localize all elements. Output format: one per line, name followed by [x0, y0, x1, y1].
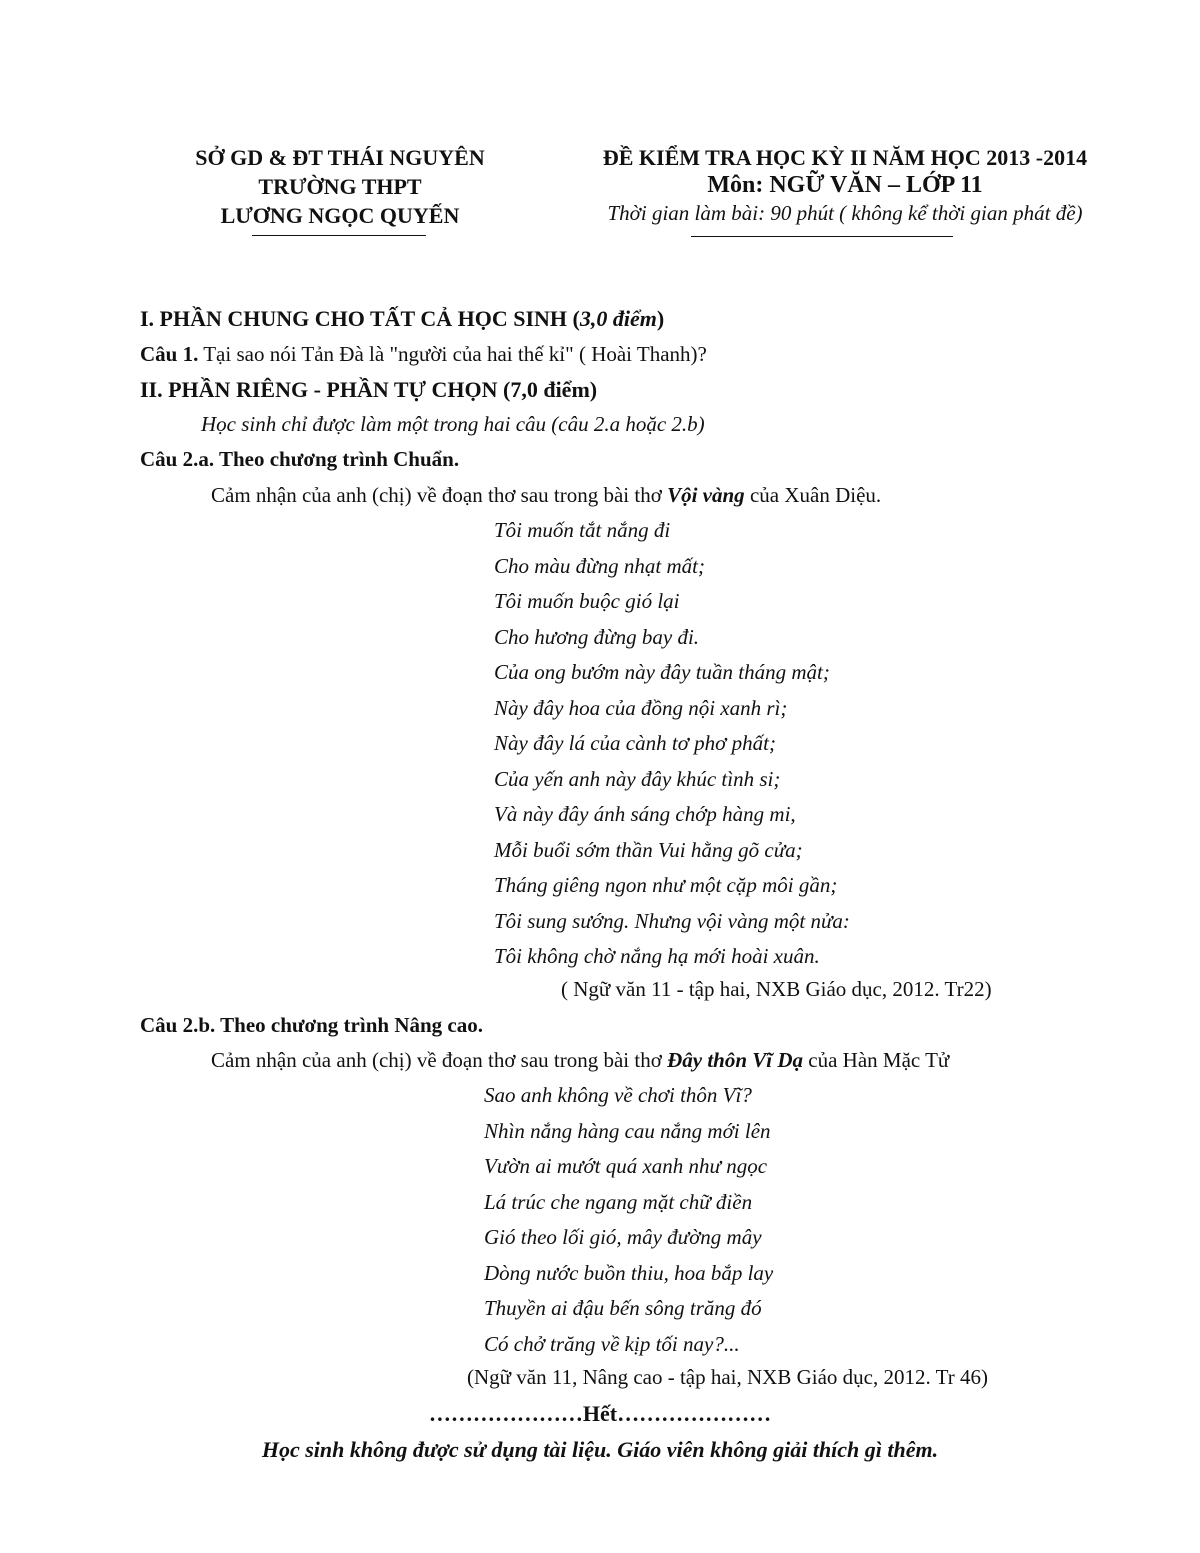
- department-name: SỞ GD & ĐT THÁI NGUYÊN: [195, 145, 485, 170]
- question-1-text: Tại sao nói Tản Đà là "người của hai thế kỉ" ( Hoài Thanh)?: [198, 342, 707, 366]
- poem-line: Của yến anh này đây khúc tình si;: [494, 766, 781, 791]
- question-2a-label: Câu 2.a. Theo chương trình Chuẩn.: [140, 447, 460, 471]
- poem-voi-vang: [494, 517, 850, 979]
- question-1-label: Câu 1.: [140, 342, 199, 366]
- poem-line: Này đây lá của cành tơ phơ phất;: [494, 731, 776, 755]
- exam-title: ĐỀ KIỂM TRA HỌC KỲ II NĂM HỌC 2013 -2014: [602, 145, 1088, 170]
- question-2b-poem-title: Đây thôn Vĩ Dạ: [667, 1048, 804, 1072]
- header-right-underline: [691, 236, 953, 237]
- poem-line: Tôi sung sướng. Nhưng vội vàng một nửa:: [494, 908, 850, 933]
- poem-line: Lá trúc che ngang mặt chữ điền: [484, 1189, 753, 1214]
- question-2a-prompt: Cảm nhận của anh (chị) về đoạn thơ sau trong bài thơ Vội vàng của Xuân Diệu.: [211, 483, 882, 507]
- poem-line: Thuyền ai đậu bến sông trăng đó: [484, 1296, 762, 1320]
- end-mark: …………………Hết…………………: [428, 1401, 772, 1426]
- poem-line: Cho hương đừng bay đi.: [494, 624, 700, 649]
- poem-line: Và này đây ánh sáng chớp hàng mi,: [494, 802, 796, 826]
- school-line-2: LƯƠNG NGỌC QUYẾN: [220, 203, 460, 228]
- time-allowed: Thời gian làm bài: 90 phút ( không kể thời gian phát đề): [607, 201, 1083, 225]
- poem-line: Này đây hoa của đồng nội xanh rì;: [494, 695, 788, 720]
- poem-day-thon-vi-da: [484, 1082, 773, 1366]
- part2-heading: II. PHẦN RIÊNG - PHẦN TỰ CHỌN (7,0 điểm): [140, 377, 598, 402]
- part1-heading: I. PHẦN CHUNG CHO TẤT CẢ HỌC SINH (3,0 điểm): [140, 306, 665, 331]
- poem-line: Của ong bướm này đây tuần tháng mật;: [494, 660, 830, 684]
- poem-line: Tháng giêng ngon như một cặp môi gần;: [494, 873, 838, 897]
- question-2b-prompt: Cảm nhận của anh (chị) về đoạn thơ sau trong bài thơ Đây thôn Vĩ Dạ của Hàn Mặc Tử: [211, 1048, 950, 1072]
- poem-line: Tôi muốn tắt nắng đi: [494, 518, 671, 542]
- subject-line: Môn: NGỮ VĂN – LỚP 11: [707, 172, 983, 198]
- poem-line: Sao anh không về chơi thôn Vĩ?: [484, 1083, 752, 1107]
- question-2b-label: Câu 2.b. Theo chương trình Nâng cao.: [140, 1013, 483, 1037]
- poem-line: Cho màu đừng nhạt mất;: [494, 553, 705, 578]
- question-2b-source: (Ngữ văn 11, Nâng cao - tập hai, NXB Giáo dục, 2012. Tr 46): [467, 1365, 988, 1389]
- poem-line: Mỗi buổi sớm thần Vui hằng gõ cửa;: [494, 837, 803, 862]
- header-left-underline: [252, 235, 426, 236]
- poem-line: Dòng nước buồn thiu, hoa bắp lay: [484, 1260, 774, 1285]
- poem-line: Có chở trăng về kịp tối nay?...: [484, 1331, 740, 1356]
- poem-line: Tôi không chờ nắng hạ mới hoài xuân.: [494, 944, 820, 968]
- question-1: [140, 341, 707, 368]
- question-2a-source: ( Ngữ văn 11 - tập hai, NXB Giáo dục, 2012. Tr22): [561, 977, 992, 1001]
- poem-line: Nhìn nắng hàng cau nắng mới lên: [484, 1118, 771, 1143]
- poem-line: Gió theo lối gió, mây đường mây: [484, 1225, 762, 1249]
- footer-note: Học sinh không được sử dụng tài liệu. Giáo viên không giải thích gì thêm.: [261, 1437, 939, 1462]
- poem-line: Tôi muốn buộc gió lại: [494, 589, 680, 613]
- school-line-1: TRƯỜNG THPT: [258, 174, 422, 199]
- question-2a-poem-title: Vội vàng: [667, 483, 745, 507]
- part2-note: Học sinh chỉ được làm một trong hai câu (câu 2.a hoặc 2.b): [201, 412, 705, 436]
- poem-line: Vườn ai mướt quá xanh như ngọc: [484, 1154, 768, 1178]
